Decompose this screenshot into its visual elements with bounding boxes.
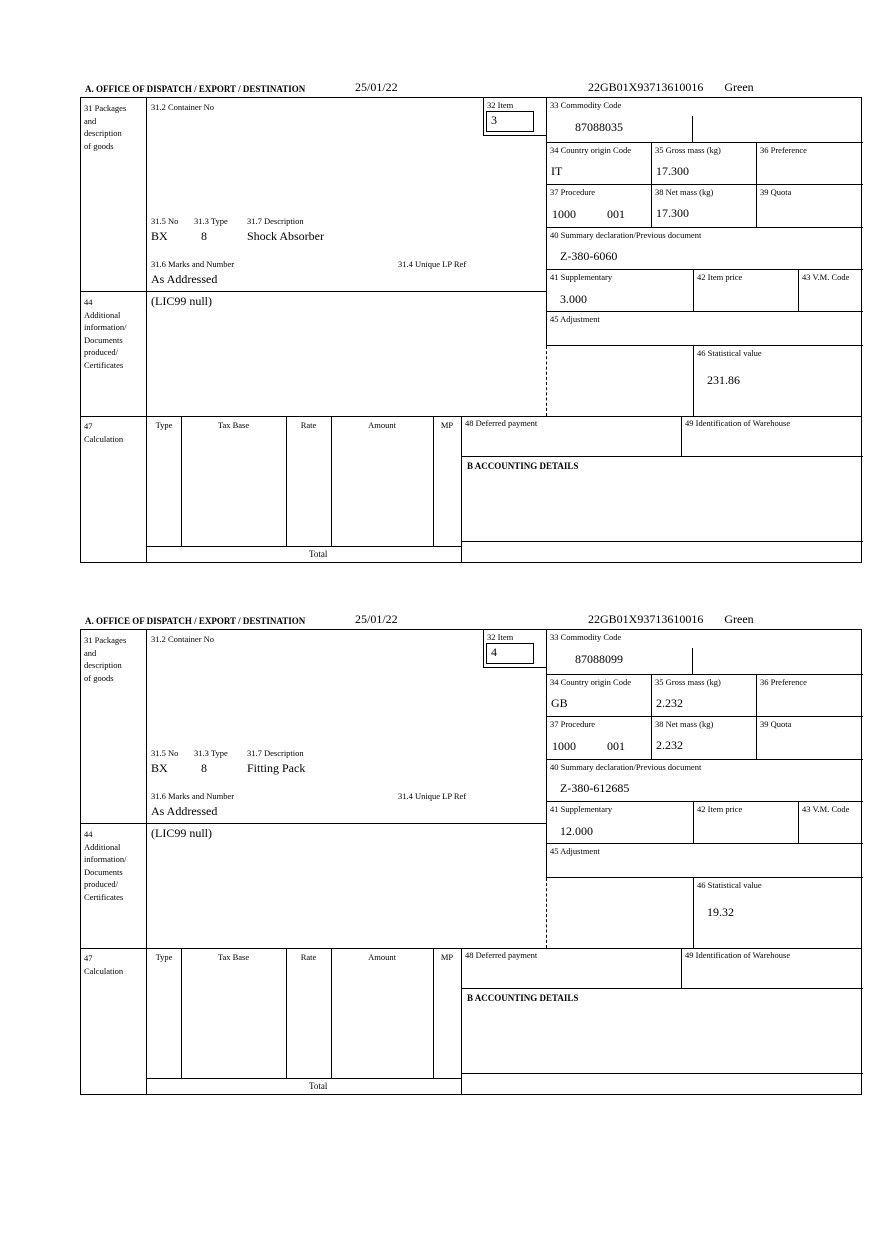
additional-information-label: [84, 828, 146, 903]
gross-mass-cell: [651, 143, 756, 185]
preference-label: 36 Preference: [760, 145, 807, 155]
declaration-date-value: 25/01/22: [355, 612, 398, 626]
statistical-value: 19.32: [707, 905, 734, 919]
label-line: Documents: [84, 334, 123, 345]
goods-description-label: 31.7 Description: [247, 216, 304, 226]
net-mass-label: 38 Net mass (kg): [655, 719, 714, 729]
table-column-line: [331, 416, 332, 546]
procedure-code-value: 1000: [552, 207, 576, 221]
label-line: of goods: [84, 672, 114, 683]
declaration-form: [80, 629, 862, 1095]
commodity-code-divider-tick: [692, 116, 693, 142]
column-header-mp: MP: [440, 420, 454, 430]
item-price-cell: [693, 802, 798, 844]
goods-description-value: Fitting Pack: [247, 761, 306, 775]
warehouse-id-cell: [681, 416, 863, 457]
label-line: Documents: [84, 866, 123, 877]
adjustment-label: 45 Adjustment: [550, 846, 600, 856]
accounting-details-cell: [462, 457, 863, 542]
commodity-code-value: 87088035: [575, 120, 623, 134]
vm-code-label: 43 V.M. Code: [802, 804, 850, 814]
item-label: 32 Item: [487, 632, 514, 642]
column-header-tax-base: Tax Base: [217, 952, 250, 962]
column-header-amount: Amount: [368, 420, 396, 430]
additional-information-label: [84, 296, 146, 371]
commodity-code-label: 33 Commodity Code: [550, 100, 622, 110]
supplementary-units-value: 12.000: [560, 824, 593, 838]
deferred-payment-label: 48 Deferred payment: [465, 418, 538, 428]
declaration-item-section: [0, 78, 882, 564]
country-origin-label: 34 Country origin Code: [550, 145, 631, 155]
deferred-payment-label: 48 Deferred payment: [465, 950, 538, 960]
gross-mass-label: 35 Gross mass (kg): [655, 145, 721, 155]
supplementary-label: 41 Supplementary: [550, 804, 613, 814]
column-header-rate: Rate: [300, 952, 317, 962]
country-origin-label: 34 Country origin Code: [550, 677, 631, 687]
label-line: and: [84, 115, 97, 126]
country-origin-value: GB: [551, 696, 568, 710]
deferred-payment-cell: [462, 948, 681, 989]
packages-description-label: [84, 102, 146, 152]
gross-mass-value: 17.300: [656, 164, 689, 178]
label-line: Certificates: [84, 359, 124, 370]
commodity-code-value: 87088099: [575, 652, 623, 666]
box31-box44-divider-line: [81, 823, 546, 824]
net-mass-value: 17.300: [656, 206, 689, 220]
total-label: Total: [309, 549, 328, 559]
label-line: Additional: [84, 309, 121, 320]
calculation-label: [84, 952, 146, 977]
accounting-details-label: B ACCOUNTING DETAILS: [467, 993, 579, 1003]
commodity-code-cell: [546, 98, 863, 143]
previous-document-value: Z-380-612685: [560, 781, 630, 795]
commodity-code-label: 33 Commodity Code: [550, 632, 622, 642]
procedure-code-value: 1000: [552, 739, 576, 753]
column-header-type: Type: [155, 952, 173, 962]
package-type-label: 31.3 Type: [194, 748, 228, 758]
label-line: and: [84, 647, 97, 658]
previous-document-value: Z-380-6060: [560, 249, 618, 263]
vm-code-cell: [798, 270, 863, 312]
net-mass-cell: [651, 185, 756, 228]
gross-mass-cell: [651, 675, 756, 717]
column-header-type: Type: [155, 420, 173, 430]
summary-declaration-cell: [546, 228, 863, 270]
summary-declaration-label: 40 Summary declaration/Previous document: [550, 230, 702, 240]
container-no-label: 31.2 Container No: [151, 634, 215, 644]
label-line: Certificates: [84, 891, 124, 902]
country-origin-cell: [546, 675, 651, 717]
label-line: of goods: [84, 140, 114, 151]
adjustment-cell: [546, 312, 863, 346]
adjustment-label: 45 Adjustment: [550, 314, 600, 324]
calculation-label: [84, 420, 146, 445]
movement-reference: [588, 80, 754, 95]
supplementary-cell: [546, 270, 693, 312]
declaration-form: [80, 97, 862, 563]
total-row-divider-line: [147, 546, 461, 547]
commodity-code-cell: [546, 630, 863, 675]
routing-status-value: Green: [724, 612, 754, 626]
left-label-column: [81, 630, 147, 1094]
procedure-cell: [546, 717, 651, 760]
procedure-label: 37 Procedure: [550, 187, 596, 197]
commodity-code-divider-tick: [692, 648, 693, 674]
item-number-box: [486, 111, 534, 132]
table-column-line: [286, 948, 287, 1078]
table-column-line: [181, 948, 182, 1078]
quota-label: 39 Quota: [760, 187, 792, 197]
statistical-value-label: 46 Statistical value: [697, 880, 762, 890]
declaration-item-section: [0, 610, 882, 1096]
item-price-cell: [693, 270, 798, 312]
label-line: Additional: [84, 841, 121, 852]
unique-lp-ref-label: 31.4 Unique LP Ref: [398, 259, 467, 269]
warehouse-id-label: 49 Identification of Warehouse: [685, 950, 791, 960]
statistical-value-label: 46 Statistical value: [697, 348, 762, 358]
packages-description-label: [84, 634, 146, 684]
unique-lp-ref-label: 31.4 Unique LP Ref: [398, 791, 467, 801]
summary-declaration-cell: [546, 760, 863, 802]
country-origin-cell: [546, 143, 651, 185]
supplementary-cell: [546, 802, 693, 844]
country-origin-value: IT: [551, 164, 563, 178]
procedure-code2-value: 001: [607, 207, 625, 221]
adjustment-cell: [546, 844, 863, 878]
quota-label: 39 Quota: [760, 719, 792, 729]
total-row-divider-line: [147, 1078, 461, 1079]
declaration-date-value: 25/01/22: [355, 80, 398, 94]
item-number-cell: [483, 98, 546, 136]
deferred-payment-cell: [462, 416, 681, 457]
statistical-value-cell: [693, 878, 863, 948]
total-label: Total: [309, 1081, 328, 1091]
preference-cell: [756, 675, 863, 717]
preference-label: 36 Preference: [760, 677, 807, 687]
label-line: 44: [84, 829, 93, 839]
procedure-cell: [546, 185, 651, 228]
preference-cell: [756, 143, 863, 185]
supplementary-units-value: 3.000: [560, 292, 587, 306]
column-header-rate: Rate: [300, 420, 317, 430]
additional-info-value: (LIC99 null): [151, 826, 212, 840]
package-type-label: 31.3 Type: [194, 216, 228, 226]
label-line: description: [84, 660, 122, 670]
container-no-label: 31.2 Container No: [151, 102, 215, 112]
package-no-label: 31.5 No: [151, 748, 179, 758]
goods-description-value: Shock Absorber: [247, 229, 324, 243]
statistical-value: 231.86: [707, 373, 740, 387]
warehouse-id-label: 49 Identification of Warehouse: [685, 418, 791, 428]
gross-mass-value: 2.232: [656, 696, 683, 710]
label-line: 31 Packages: [84, 635, 127, 645]
label-line: 47: [84, 421, 93, 431]
quota-cell: [756, 717, 863, 760]
vm-code-label: 43 V.M. Code: [802, 272, 850, 282]
label-line: 31 Packages: [84, 103, 127, 113]
package-count-value: 8: [201, 229, 207, 243]
accounting-details-label: B ACCOUNTING DETAILS: [467, 461, 579, 471]
label-line: description: [84, 128, 122, 138]
reference-number-value: 22GB01X93713610016: [588, 80, 704, 94]
package-code-value: BX: [151, 229, 168, 243]
statistical-value-cell: [693, 346, 863, 416]
marks-and-number-label: 31.6 Marks and Number: [151, 259, 235, 269]
column-header-mp: MP: [440, 952, 454, 962]
procedure-label: 37 Procedure: [550, 719, 596, 729]
marks-and-number-label: 31.6 Marks and Number: [151, 791, 235, 801]
goods-description-label: 31.7 Description: [247, 748, 304, 758]
quota-cell: [756, 185, 863, 228]
package-code-value: BX: [151, 761, 168, 775]
item-number-cell: [483, 630, 546, 668]
marks-value: As Addressed: [151, 272, 218, 286]
net-mass-value: 2.232: [656, 738, 683, 752]
item-label: 32 Item: [487, 100, 514, 110]
left-label-column: [81, 98, 147, 562]
warehouse-id-cell: [681, 948, 863, 989]
accounting-details-cell: [462, 989, 863, 1074]
summary-declaration-label: 40 Summary declaration/Previous document: [550, 762, 702, 772]
reference-number-value: 22GB01X93713610016: [588, 612, 704, 626]
gross-mass-label: 35 Gross mass (kg): [655, 677, 721, 687]
additional-info-value: (LIC99 null): [151, 294, 212, 308]
item-number-box: [486, 643, 534, 664]
procedure-code2-value: 001: [607, 739, 625, 753]
office-of-dispatch-label: A. OFFICE OF DISPATCH / EXPORT / DESTINATION: [85, 84, 306, 94]
label-line: information/: [84, 322, 127, 332]
item-price-label: 42 Item price: [697, 804, 743, 814]
column-header-amount: Amount: [368, 952, 396, 962]
office-of-dispatch-label: A. OFFICE OF DISPATCH / EXPORT / DESTINATION: [85, 616, 306, 626]
table-column-line: [433, 948, 434, 1078]
label-line: produced/: [84, 879, 118, 889]
routing-status-value: Green: [724, 80, 754, 94]
label-line: Calculation: [84, 965, 124, 976]
table-column-line: [433, 416, 434, 546]
label-line: 47: [84, 953, 93, 963]
label-line: information/: [84, 854, 127, 864]
supplementary-label: 41 Supplementary: [550, 272, 613, 282]
table-column-line: [331, 948, 332, 1078]
label-line: produced/: [84, 347, 118, 357]
table-column-line: [181, 416, 182, 546]
dashed-spacer-zone: [546, 878, 693, 948]
dashed-spacer-zone: [546, 346, 693, 416]
label-line: 44: [84, 297, 93, 307]
net-mass-cell: [651, 717, 756, 760]
net-mass-label: 38 Net mass (kg): [655, 187, 714, 197]
vm-code-cell: [798, 802, 863, 844]
item-number-value: 4: [491, 645, 497, 659]
movement-reference: [588, 612, 754, 627]
package-no-label: 31.5 No: [151, 216, 179, 226]
column-header-tax-base: Tax Base: [217, 420, 250, 430]
package-count-value: 8: [201, 761, 207, 775]
table-column-line: [286, 416, 287, 546]
box31-box44-divider-line: [81, 291, 546, 292]
item-price-label: 42 Item price: [697, 272, 743, 282]
marks-value: As Addressed: [151, 804, 218, 818]
item-number-value: 3: [491, 113, 497, 127]
label-line: Calculation: [84, 433, 124, 444]
